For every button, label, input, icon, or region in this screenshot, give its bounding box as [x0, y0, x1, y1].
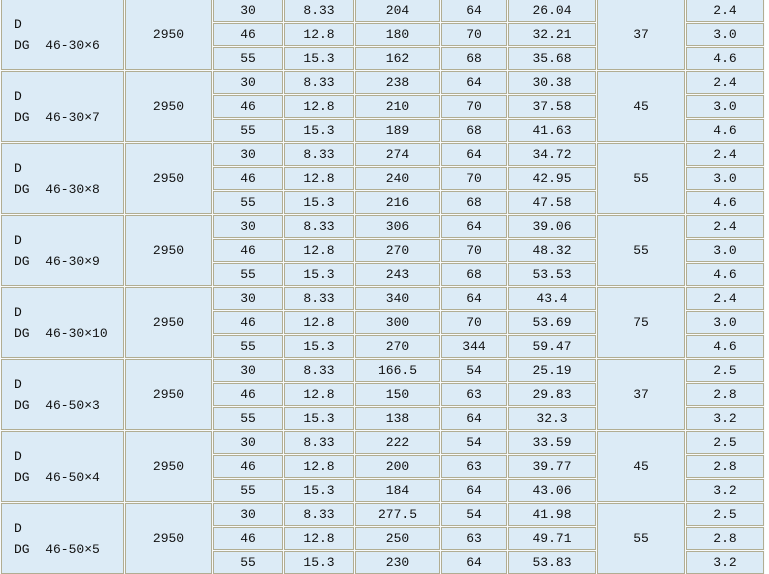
npsh-cell: 3.0: [686, 95, 764, 118]
spec-row: [1, 71, 764, 94]
flow-ls-cell: 15.3: [284, 47, 354, 70]
head-cell: 180: [355, 23, 440, 46]
eff-cell: 54: [441, 503, 507, 526]
eff-cell: 63: [441, 455, 507, 478]
flow-cell: 55: [213, 47, 283, 70]
motor-power-cell: 55: [597, 503, 685, 574]
speed-cell: 2950: [125, 143, 212, 214]
eff-cell: 64: [441, 143, 507, 166]
power-cell: 32.3: [508, 407, 596, 430]
power-cell: 39.77: [508, 455, 596, 478]
eff-cell: 63: [441, 527, 507, 550]
model-series-line: D: [14, 160, 22, 176]
eff-cell: 68: [441, 47, 507, 70]
power-cell: 25.19: [508, 359, 596, 382]
flow-cell: 55: [213, 335, 283, 358]
flow-cell: 30: [213, 143, 283, 166]
motor-power-cell: 75: [597, 287, 685, 358]
eff-cell: 54: [441, 431, 507, 454]
head-cell: 340: [355, 287, 440, 310]
spec-row: [1, 287, 764, 310]
npsh-cell: 2.5: [686, 503, 764, 526]
flow-cell: 30: [213, 0, 283, 22]
model-number-line: DG 46-30×6: [14, 37, 100, 53]
head-cell: 200: [355, 455, 440, 478]
model-series-line: D: [14, 304, 22, 320]
head-cell: 277.5: [355, 503, 440, 526]
head-cell: 300: [355, 311, 440, 334]
npsh-cell: 2.5: [686, 359, 764, 382]
npsh-cell: 2.5: [686, 431, 764, 454]
eff-cell: 70: [441, 23, 507, 46]
npsh-cell: 3.0: [686, 311, 764, 334]
model-cell: [1, 71, 124, 142]
eff-cell: 70: [441, 167, 507, 190]
model-cell: [1, 143, 124, 214]
table-body: [1, 0, 764, 574]
flow-cell: 46: [213, 383, 283, 406]
head-cell: 238: [355, 71, 440, 94]
speed-cell: 2950: [125, 71, 212, 142]
head-cell: 138: [355, 407, 440, 430]
flow-ls-cell: 15.3: [284, 407, 354, 430]
flow-cell: 55: [213, 407, 283, 430]
flow-ls-cell: 15.3: [284, 263, 354, 286]
flow-cell: 46: [213, 527, 283, 550]
model-series-line: D: [14, 448, 22, 464]
eff-cell: 64: [441, 215, 507, 238]
npsh-cell: 2.8: [686, 455, 764, 478]
power-cell: 48.32: [508, 239, 596, 262]
spec-row: [1, 503, 764, 526]
flow-ls-cell: 8.33: [284, 431, 354, 454]
flow-ls-cell: 8.33: [284, 71, 354, 94]
model-number-line: DG 46-30×9: [14, 253, 100, 269]
eff-cell: 64: [441, 407, 507, 430]
power-cell: 41.98: [508, 503, 596, 526]
npsh-cell: 2.8: [686, 383, 764, 406]
flow-ls-cell: 8.33: [284, 287, 354, 310]
speed-cell: 2950: [125, 431, 212, 502]
flow-cell: 46: [213, 95, 283, 118]
model-number-line: DG 46-50×4: [14, 469, 100, 485]
eff-cell: 64: [441, 479, 507, 502]
npsh-cell: 2.8: [686, 527, 764, 550]
flow-ls-cell: 12.8: [284, 527, 354, 550]
flow-cell: 55: [213, 479, 283, 502]
model-number-line: DG 46-50×5: [14, 541, 100, 557]
flow-cell: 30: [213, 359, 283, 382]
speed-cell: 2950: [125, 0, 212, 70]
head-cell: 166.5: [355, 359, 440, 382]
eff-cell: 68: [441, 191, 507, 214]
flow-ls-cell: 8.33: [284, 143, 354, 166]
spec-row: [1, 359, 764, 382]
flow-cell: 30: [213, 431, 283, 454]
npsh-cell: 4.6: [686, 47, 764, 70]
flow-ls-cell: 8.33: [284, 503, 354, 526]
model-cell: [1, 0, 124, 70]
model-number-line: DG 46-30×8: [14, 181, 100, 197]
flow-ls-cell: 12.8: [284, 23, 354, 46]
head-cell: 222: [355, 431, 440, 454]
speed-cell: 2950: [125, 215, 212, 286]
head-cell: 210: [355, 95, 440, 118]
model-series-line: D: [14, 376, 22, 392]
model-number-line: DG 46-50×3: [14, 397, 100, 413]
power-cell: 35.68: [508, 47, 596, 70]
flow-ls-cell: 8.33: [284, 215, 354, 238]
power-cell: 41.63: [508, 119, 596, 142]
flow-cell: 30: [213, 503, 283, 526]
npsh-cell: 2.4: [686, 71, 764, 94]
flow-ls-cell: 12.8: [284, 167, 354, 190]
power-cell: 32.21: [508, 23, 596, 46]
power-cell: 53.69: [508, 311, 596, 334]
flow-ls-cell: 12.8: [284, 383, 354, 406]
eff-cell: 64: [441, 287, 507, 310]
npsh-cell: 4.6: [686, 263, 764, 286]
head-cell: 243: [355, 263, 440, 286]
power-cell: 34.72: [508, 143, 596, 166]
flow-ls-cell: 15.3: [284, 191, 354, 214]
power-cell: 42.95: [508, 167, 596, 190]
model-number-line: DG 46-30×7: [14, 109, 100, 125]
eff-cell: 70: [441, 239, 507, 262]
flow-cell: 46: [213, 167, 283, 190]
head-cell: 250: [355, 527, 440, 550]
flow-ls-cell: 8.33: [284, 359, 354, 382]
power-cell: 26.04: [508, 0, 596, 22]
power-cell: 49.71: [508, 527, 596, 550]
npsh-cell: 2.4: [686, 143, 764, 166]
motor-power-cell: 55: [597, 215, 685, 286]
flow-cell: 30: [213, 287, 283, 310]
npsh-cell: 4.6: [686, 335, 764, 358]
flow-cell: 46: [213, 23, 283, 46]
spec-row: [1, 431, 764, 454]
npsh-cell: 3.0: [686, 23, 764, 46]
motor-power-cell: 45: [597, 431, 685, 502]
npsh-cell: 2.4: [686, 287, 764, 310]
head-cell: 150: [355, 383, 440, 406]
head-cell: 216: [355, 191, 440, 214]
power-cell: 37.58: [508, 95, 596, 118]
model-series-line: D: [14, 520, 22, 536]
model-number-line: DG 46-30×10: [14, 325, 108, 341]
speed-cell: 2950: [125, 287, 212, 358]
power-cell: 29.83: [508, 383, 596, 406]
flow-ls-cell: 8.33: [284, 0, 354, 22]
model-cell: [1, 503, 124, 574]
flow-ls-cell: 12.8: [284, 239, 354, 262]
model-cell: [1, 215, 124, 286]
model-series-line: D: [14, 88, 22, 104]
npsh-cell: 3.2: [686, 479, 764, 502]
head-cell: 270: [355, 335, 440, 358]
eff-cell: 70: [441, 311, 507, 334]
flow-ls-cell: 15.3: [284, 335, 354, 358]
npsh-cell: 4.6: [686, 119, 764, 142]
flow-ls-cell: 15.3: [284, 479, 354, 502]
eff-cell: 54: [441, 359, 507, 382]
head-cell: 162: [355, 47, 440, 70]
flow-ls-cell: 12.8: [284, 95, 354, 118]
flow-cell: 46: [213, 311, 283, 334]
power-cell: 39.06: [508, 215, 596, 238]
spec-row: [1, 215, 764, 238]
eff-cell: 70: [441, 95, 507, 118]
head-cell: 270: [355, 239, 440, 262]
npsh-cell: 2.4: [686, 0, 764, 22]
flow-cell: 55: [213, 263, 283, 286]
eff-cell: 64: [441, 551, 507, 574]
head-cell: 184: [355, 479, 440, 502]
eff-cell: 68: [441, 119, 507, 142]
motor-power-cell: 37: [597, 0, 685, 70]
npsh-cell: 2.4: [686, 215, 764, 238]
head-cell: 204: [355, 0, 440, 22]
power-cell: 59.47: [508, 335, 596, 358]
power-cell: 47.58: [508, 191, 596, 214]
flow-cell: 46: [213, 239, 283, 262]
motor-power-cell: 45: [597, 71, 685, 142]
motor-power-cell: 37: [597, 359, 685, 430]
power-cell: 53.83: [508, 551, 596, 574]
power-cell: 33.59: [508, 431, 596, 454]
eff-cell: 68: [441, 263, 507, 286]
flow-cell: 55: [213, 551, 283, 574]
spec-row: [1, 143, 764, 166]
model-cell: [1, 359, 124, 430]
model-series-line: D: [14, 232, 22, 248]
head-cell: 274: [355, 143, 440, 166]
speed-cell: 2950: [125, 503, 212, 574]
spec-row: [1, 0, 764, 22]
flow-ls-cell: 15.3: [284, 551, 354, 574]
head-cell: 230: [355, 551, 440, 574]
power-cell: 43.4: [508, 287, 596, 310]
power-cell: 43.06: [508, 479, 596, 502]
eff-cell: 63: [441, 383, 507, 406]
eff-cell: 64: [441, 0, 507, 22]
head-cell: 306: [355, 215, 440, 238]
model-series-line: D: [14, 16, 22, 32]
power-cell: 53.53: [508, 263, 596, 286]
flow-ls-cell: 12.8: [284, 455, 354, 478]
eff-cell: 344: [441, 335, 507, 358]
flow-ls-cell: 15.3: [284, 119, 354, 142]
head-cell: 240: [355, 167, 440, 190]
motor-power-cell: 55: [597, 143, 685, 214]
eff-cell: 64: [441, 71, 507, 94]
flow-cell: 46: [213, 455, 283, 478]
flow-ls-cell: 12.8: [284, 311, 354, 334]
flow-cell: 55: [213, 191, 283, 214]
npsh-cell: 3.0: [686, 239, 764, 262]
power-cell: 30.38: [508, 71, 596, 94]
npsh-cell: 3.0: [686, 167, 764, 190]
flow-cell: 55: [213, 119, 283, 142]
head-cell: 189: [355, 119, 440, 142]
npsh-cell: 3.2: [686, 407, 764, 430]
npsh-cell: 4.6: [686, 191, 764, 214]
model-cell: [1, 287, 124, 358]
npsh-cell: 3.2: [686, 551, 764, 574]
model-cell: [1, 431, 124, 502]
speed-cell: 2950: [125, 359, 212, 430]
flow-cell: 30: [213, 71, 283, 94]
flow-cell: 30: [213, 215, 283, 238]
